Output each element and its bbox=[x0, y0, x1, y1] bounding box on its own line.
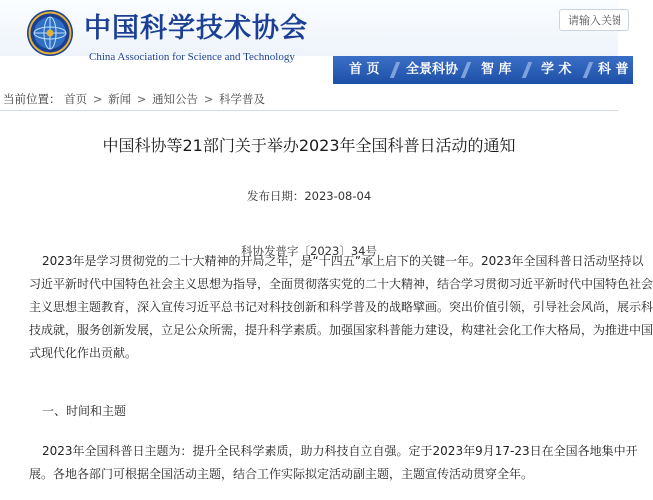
nav-item-overview[interactable]: 全景科协 bbox=[406, 62, 459, 77]
paragraph-line: 习近平新时代中国特色社会主义思想为指导，全面贯彻落实党的二十大精神，结合学习贯彻习近平新时代中国特色社会 bbox=[29, 277, 653, 291]
paragraph-line: 技成就，服务创新发展，立足公众所需，提升科学素质。加强国家科普能力建设，构建社会化工作大格局，为推进中国 bbox=[29, 323, 653, 337]
paragraph-line: 展。各地各部门可根据全国活动主题，结合工作实际拟定活动副主题，主题宣传活动贯穿全年。 bbox=[29, 467, 534, 481]
paragraph-line: 2023年是学习贯彻党的二十大精神的开局之年，是“十四五”承上启下的关键一年。2023年全国科普日活动坚持以 bbox=[42, 254, 644, 268]
nav-item-home[interactable]: 首 页 bbox=[349, 62, 380, 77]
site-header bbox=[0, 0, 618, 63]
nav-separator bbox=[583, 62, 593, 78]
nav-item-think-tank[interactable]: 智 库 bbox=[481, 62, 512, 77]
nav-separator bbox=[461, 62, 471, 78]
paragraph-line: 主义思想主题教育，深入宣传习近平总书记对科技创新和科学普及的战略擘画。突出价值引领，引导社会风尚，展示科 bbox=[29, 300, 653, 314]
article-title: 中国科协等21部门关于举办2023年全国科普日活动的通知 bbox=[102, 136, 516, 155]
breadcrumb-separator: > bbox=[203, 92, 214, 106]
breadcrumb-science-pop[interactable]: 科学普及 bbox=[219, 92, 266, 106]
section-heading: 一、时间和主题 bbox=[42, 404, 127, 418]
breadcrumb bbox=[3, 91, 265, 107]
publish-date: 发布日期：2023-08-04 bbox=[246, 189, 372, 203]
cast-emblem-icon bbox=[26, 9, 74, 57]
paragraph-line: 式现代化作出贡献。 bbox=[29, 346, 138, 360]
site-logo-english: China Association for Science and Technology bbox=[89, 51, 295, 63]
breadcrumb-divider bbox=[0, 110, 618, 111]
nav-separator bbox=[522, 62, 532, 78]
breadcrumb-separator: > bbox=[92, 92, 103, 106]
main-nav bbox=[333, 56, 633, 84]
breadcrumb-separator: > bbox=[136, 92, 147, 106]
site-logo-chinese[interactable]: 中国科学技术协会 bbox=[84, 13, 308, 44]
nav-item-academic[interactable]: 学 术 bbox=[541, 62, 572, 77]
breadcrumb-label: 当前位置： bbox=[3, 92, 61, 106]
nav-separator bbox=[390, 62, 400, 78]
search-input[interactable] bbox=[559, 9, 629, 31]
paragraph-line: 2023年全国科普日主题为：提升全民科学素质，助力科技自立自强。定于2023年9月17-23日在全国各地集中开 bbox=[42, 444, 638, 458]
breadcrumb-news[interactable]: 新闻 bbox=[108, 92, 132, 106]
breadcrumb-home[interactable]: 首页 bbox=[64, 92, 88, 106]
nav-item-science-pop[interactable]: 科 普 bbox=[598, 62, 629, 77]
document-number: 科协发普字〔2023〕34号 bbox=[241, 244, 377, 258]
breadcrumb-notices[interactable]: 通知公告 bbox=[152, 92, 199, 106]
